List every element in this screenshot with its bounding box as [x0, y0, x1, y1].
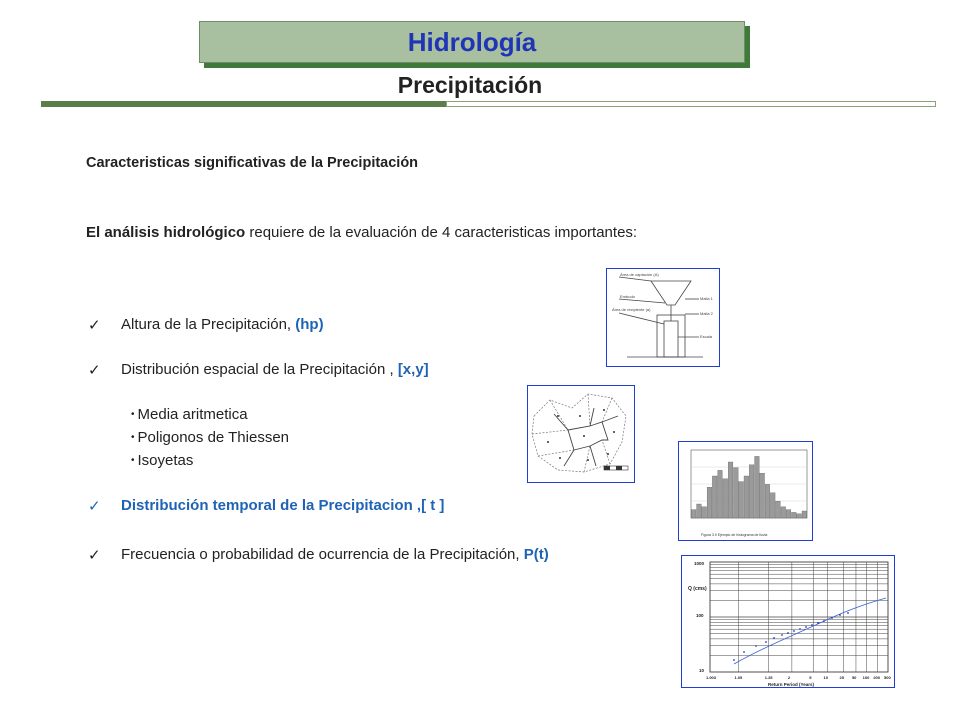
list-item-highlight: P(t)	[523, 546, 549, 563]
title-banner	[199, 21, 745, 63]
sub-item-label: Isoyetas	[137, 452, 194, 469]
sub-item-label: Media aritmetica	[137, 406, 248, 423]
frequency-point	[831, 617, 833, 619]
histogram-bar	[786, 510, 791, 518]
histogram-bar	[765, 484, 770, 518]
list-item-text: Frecuencia o probabilidad de ocurrencia de la Precipitación,	[121, 546, 524, 563]
list-item-highlight: (hp)	[295, 316, 324, 333]
histogram-bar	[744, 476, 749, 518]
frequency-xtick: 1.05	[734, 675, 743, 680]
check-icon: ✓	[88, 498, 101, 515]
frequency-xtick: 25	[839, 675, 844, 680]
gauge-label: Área de captación (A)	[620, 272, 659, 277]
frequency-point	[811, 624, 813, 626]
frequency-point	[847, 612, 849, 614]
frequency-xtick: 50	[851, 675, 857, 680]
gauge-label: Malla 1	[700, 296, 713, 301]
frequency-point	[787, 632, 789, 634]
list-item-highlight: Distribución temporal de la Precipitacion ,[ t ]	[121, 497, 445, 514]
frequency-point	[839, 614, 841, 616]
rain-gauge-figure	[606, 268, 720, 367]
list-item-text: Distribución espacial de la Precipitación ,	[121, 361, 398, 378]
list-item-text: Altura de la Precipitación,	[121, 316, 296, 333]
frequency-ytick: 100	[696, 613, 704, 618]
frequency-xtick: 1.003	[706, 675, 717, 680]
intro-rest: requiere de la evaluación de 4 caracteristicas importantes:	[245, 224, 638, 241]
page-title: Hidrología	[407, 26, 537, 57]
intro-bold: El análisis hidrológico	[86, 224, 246, 241]
histogram-bar	[702, 507, 707, 518]
histogram-bar	[723, 479, 728, 518]
histogram-bar	[802, 511, 807, 518]
frequency-point	[781, 634, 783, 636]
list-item-height	[121, 316, 324, 333]
frequency-xtick: 100	[862, 675, 870, 680]
divider-light-segment	[446, 101, 936, 107]
list-item-frequency	[121, 546, 549, 563]
frequency-point	[765, 641, 767, 643]
histogram-bar	[770, 493, 775, 518]
frequency-point	[805, 626, 807, 628]
frequency-point	[817, 622, 819, 624]
frequency-ytick: 10	[699, 668, 705, 673]
rain-gauge-diagram	[607, 269, 719, 366]
list-item-highlight: [x,y]	[397, 361, 429, 378]
histogram-bar	[755, 456, 760, 518]
histogram-bar	[797, 514, 802, 518]
frequency-xtick: 10	[823, 675, 828, 680]
sub-item-label: Poligonos de Thiessen	[137, 429, 290, 446]
rainfall-histogram	[679, 442, 812, 540]
frequency-ytick: 1000	[694, 561, 705, 566]
histogram-bar	[718, 470, 723, 518]
sub-item-media	[131, 406, 248, 423]
sub-item-isoyetas	[131, 452, 193, 469]
frequency-chart	[682, 556, 894, 687]
histogram-bar	[697, 504, 702, 518]
histogram-bar	[749, 465, 754, 518]
frequency-xtick: 2	[787, 675, 791, 680]
frequency-point	[799, 628, 801, 630]
thiessen-diagram	[528, 386, 634, 482]
gauge-label: Escala	[700, 334, 713, 339]
thiessen-figure	[527, 385, 635, 483]
check-icon: ✓	[88, 362, 101, 379]
frequency-xtick: 5	[809, 675, 812, 680]
intro-paragraph	[86, 221, 686, 244]
histogram-bar	[791, 512, 796, 518]
frequency-xtick: 500	[884, 675, 891, 680]
frequency-point	[733, 659, 735, 661]
check-icon: ✓	[88, 547, 101, 564]
histogram-bar	[707, 487, 712, 518]
frequency-point	[755, 645, 757, 647]
frequency-point	[773, 637, 775, 639]
histogram-bar	[739, 482, 744, 518]
list-item-temporal	[121, 497, 444, 514]
frequency-xlabel: Return Period (Years)	[768, 682, 815, 687]
frequency-xtick: 1.25	[764, 675, 773, 680]
frequency-xtick: 200	[873, 675, 881, 680]
histogram-bar	[712, 476, 717, 518]
histogram-bar	[760, 473, 765, 518]
page-subtitle: Precipitación	[397, 72, 543, 98]
frequency-point	[823, 620, 825, 622]
bullet-icon: •	[131, 432, 135, 443]
histogram-bar	[728, 462, 733, 518]
histogram-caption: Figura 3.9 Ejemplo de histograma de lluvia	[701, 533, 768, 537]
frequency-point	[743, 651, 745, 653]
histogram-bar	[776, 501, 781, 518]
histogram-bar	[691, 510, 696, 518]
histogram-figure	[678, 441, 813, 541]
bullet-icon: •	[131, 409, 135, 420]
histogram-bar	[733, 468, 738, 518]
sub-item-thiessen	[131, 429, 289, 446]
divider-dark-segment	[41, 101, 446, 107]
histogram-bar	[781, 507, 786, 518]
section-heading: Caracteristicas significativas de la Precipitación	[86, 155, 419, 171]
gauge-label: Área de recipiente (a)	[612, 307, 651, 312]
frequency-ylabel: Q (cms)	[688, 586, 707, 592]
gauge-label: Malla 2	[700, 311, 713, 316]
bullet-icon: •	[131, 455, 135, 466]
frequency-figure	[681, 555, 895, 688]
header-divider	[41, 101, 936, 107]
check-icon: ✓	[88, 317, 101, 334]
list-item-spatial	[121, 361, 429, 378]
gauge-label: Embudo	[620, 294, 635, 299]
frequency-point	[793, 630, 795, 632]
